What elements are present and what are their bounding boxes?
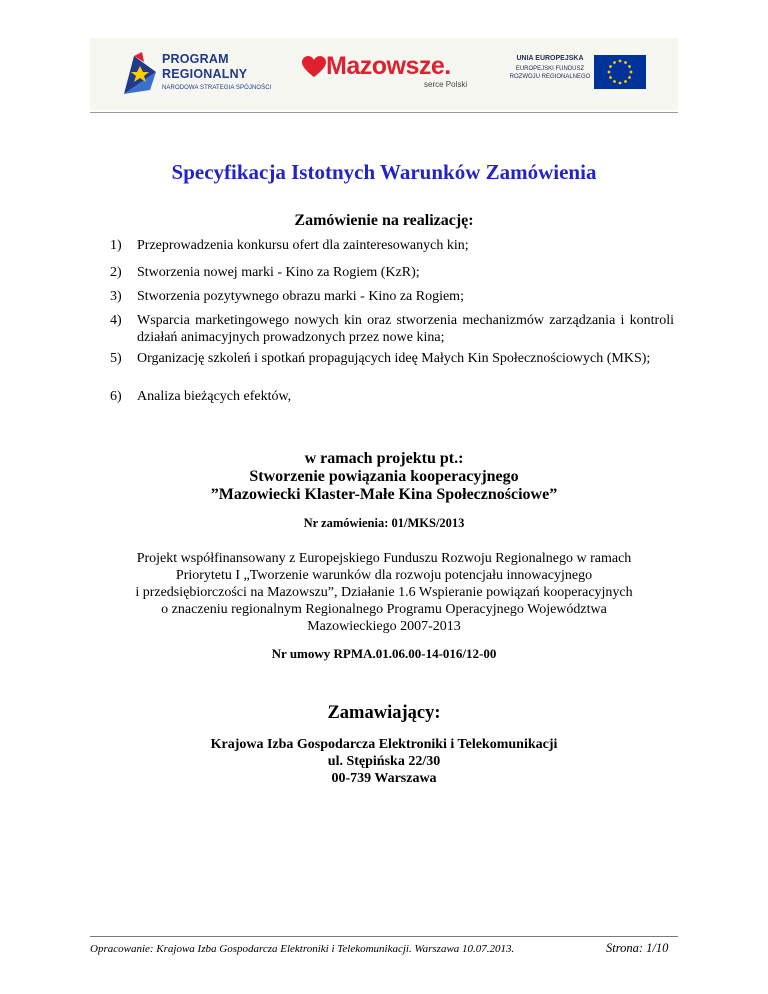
eu-logo-line1: UNIA EUROPEJSKA — [516, 55, 584, 62]
page-number: Strona: 1/10 — [606, 941, 669, 955]
program-regionalny-emblem-icon — [120, 50, 158, 96]
cofinancing-note — [0, 550, 768, 635]
project-intro: w ramach projektu pt.: — [304, 450, 464, 467]
list-item-number: 3) — [110, 289, 122, 304]
eu-logo — [508, 55, 648, 91]
document-title: Specyfikacja Istotnych Warunków Zamówienia — [171, 160, 597, 184]
project-cluster-name: ”Mazowiecki Klaster-Małe Kina Społecznościowe” — [210, 486, 558, 503]
program-logo-line1: PROGRAM — [162, 52, 229, 66]
list-item-number: 6) — [110, 389, 122, 404]
list-item-text: Wsparcia marketingowego nowych kin oraz stworzenia mechanizmów zarządzania i kontroli działań animacyjnych prowadzonych przez nowe kina; — [137, 313, 674, 345]
program-logo-line3: NARODOWA STRATEGIA SPÓJNOŚCI — [162, 85, 272, 91]
cofinancing-line: i przedsiębiorczości na Mazowszu”, Działanie 1.6 Wspieranie powiązań kooperacyjnych — [135, 585, 633, 600]
cofinancing-line: Projekt współfinansowany z Europejskiego Funduszu Rozwoju Regionalnego w ramach — [136, 551, 632, 566]
list-item-text: Stworzenia nowej marki - Kino za Rogiem (KzR); — [137, 265, 420, 280]
program-regionalny-logo — [120, 50, 290, 100]
address-organization: Krajowa Izba Gospodarcza Elektroniki i Telekomunikacji — [210, 737, 558, 752]
address-street: ul. Stępińska 22/30 — [327, 754, 441, 769]
list-item-number: 2) — [110, 265, 122, 280]
list-item-text: Organizację szkoleń i spotkań propagujących ideę Małych Kin Społecznościowych (MKS); — [137, 351, 651, 366]
list-item-text: Stworzenia pozytywnego obrazu marki - Kino za Rogiem; — [137, 289, 464, 304]
ordering-party-heading: Zamawiający: — [327, 703, 441, 723]
cofinancing-line: Mazowieckiego 2007-2013 — [307, 619, 461, 634]
eu-logo-line2: EUROPEJSKI FUNDUSZ — [515, 66, 585, 72]
order-number: Nr zamówienia: 01/MKS/2013 — [303, 516, 465, 530]
list-item-number: 1) — [110, 238, 122, 253]
project-block — [0, 450, 768, 504]
list-item-number: 4) — [110, 313, 122, 328]
list-item-text: Przeprowadzenia konkursu ofert dla zainteresowanych kin; — [137, 238, 469, 253]
heart-icon — [302, 56, 326, 78]
eu-flag-icon — [594, 55, 646, 89]
list-item-number: 5) — [110, 351, 122, 366]
mazowsze-tagline: serce Polski — [424, 80, 468, 89]
footer-prepared-by: Opracowanie: Krajowa Izba Gospodarcza Elektroniki i Telekomunikacji. Warszawa 10.07.2013. — [90, 943, 515, 955]
program-logo-line2: REGIONALNY — [162, 67, 248, 81]
cofinancing-line: o znaczeniu regionalnym Regionalnego Programu Operacyjnego Województwa — [161, 602, 607, 617]
mazowsze-logo — [302, 52, 502, 94]
cofinancing-line: Priorytetu I „Tworzenie warunków dla rozwoju potencjału innowacyjnego — [175, 568, 593, 583]
order-heading: Zamówienie na realizację: — [294, 212, 474, 229]
eu-logo-line3: ROZWOJU REGIONALNEGO — [509, 74, 591, 80]
address-city: 00-739 Warszawa — [331, 771, 437, 786]
list-item-text: Analiza bieżących efektów, — [137, 389, 292, 404]
contract-number: Nr umowy RPMA.01.06.00-14-016/12-00 — [271, 646, 497, 661]
ordering-party-address — [0, 736, 768, 787]
footer-divider — [90, 936, 678, 937]
header-divider — [90, 112, 678, 113]
project-name: Stworzenie powiązania kooperacyjnego — [249, 468, 519, 485]
mazowsze-wordmark: Mazowsze. — [326, 52, 451, 80]
